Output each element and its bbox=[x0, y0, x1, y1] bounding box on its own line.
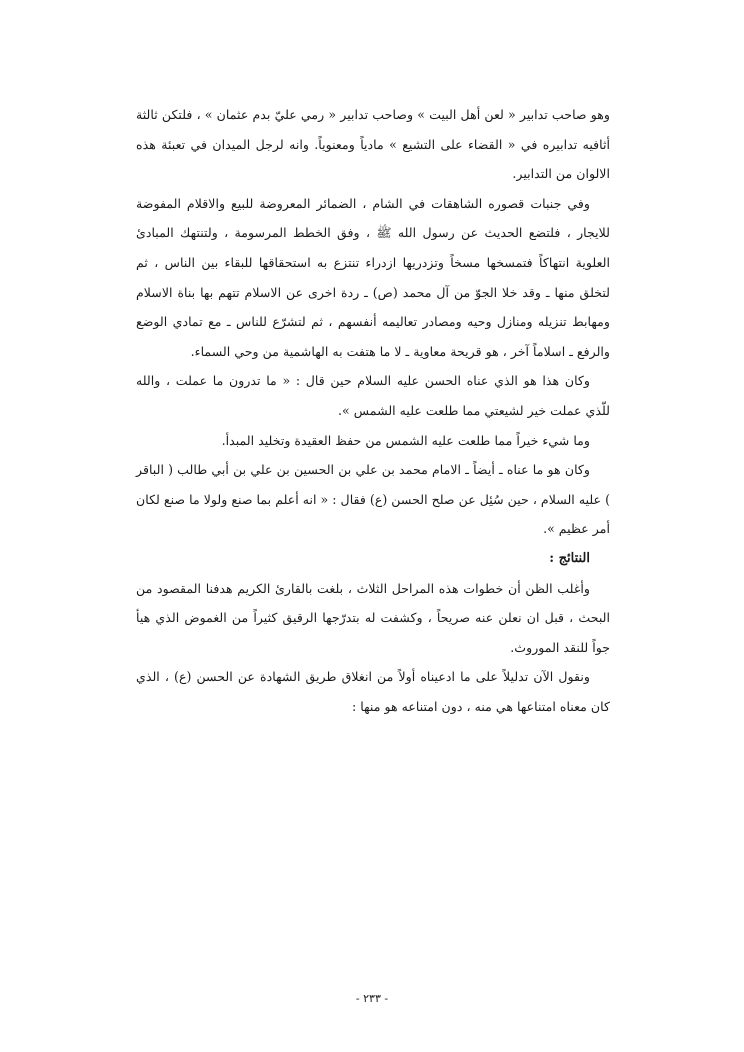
paragraph-7: ونقول الآن تدليلاً على ما ادعيناه أولاً من انغلاق طريق الشهادة عن الحسن (ع) ، الذي كان معناه امتناعها هي منه ، دون امتناعه هو منها : bbox=[136, 669, 610, 714]
paragraph-1: وهو صاحب تدابير « لعن أهل البيت » وصاحب تدابير « رمي عليّ بدم عثمان » ، فلتكن ثالثة أثافيه تدابيره في « القضاء على التشيع » مادياً ومعنوياً. وانه لرجل الميدان في تعبئة هذه الالوان من التدابير. bbox=[136, 107, 610, 182]
paragraph-2: وفي جنبات قصوره الشاهقات في الشام ، الضمائر المعروضة للبيع والاقلام المفوضة للايجار ، فلتضع الحديث عن رسول الله ﷺ ، وفق الخطط المرسومة ، ولتنتهك المبادئ العلوية انتهاكاً فتمسخها مسخاً وتزدريها ازدراء تنتزع به استحقاقها للبقاء بين الناس ، ثم لتخلق منها ـ وقد خلا الجوّ من آل محمد (ص) ـ ردة اخرى عن الاسلام تتهم بها بناة الاسلام ومهابط تنزيله ومنازل وحيه ومصادر تعاليمه أنفسهم ، ثم لتشرّع للناس ـ مع تمادي الوضع والرفع ـ اسلاماً آخر ، هو قريحة معاوية ـ لا ما هتفت به الهاشمية من وحي السماء. bbox=[136, 195, 610, 359]
section-heading-results: النتائج : bbox=[549, 550, 590, 566]
paragraph-6: وأغلب الظن أن خطوات هذه المراحل الثلاث ، بلغت بالقارئ الكريم هدفنا المقصود من البحث ، قبل ان نعلن عنه صريحاً ، وكشفت له بتدرّجها الرقيق كثيراً من الغموض الذي هيأ جواً للنقد الموروث. bbox=[136, 580, 610, 655]
paragraph-5: وكان هو ما عناه ـ أيضاً ـ الامام محمد بن علي بن الحسين بن علي بن أبي طالب ( الباقر ) عليه السلام ، حين سُئِل عن صلح الحسن (ع) فقال : « انه أعلم بما صنع ولولا ما صنع لكان أمر عظيم ». bbox=[136, 462, 610, 537]
page-body bbox=[136, 100, 610, 721]
paragraph-4: وما شيء خيراً مما طلعت عليه الشمس من حفظ العقيدة وتخليد المبدأ. bbox=[221, 432, 590, 448]
page-number: - ٢٣٣ - bbox=[355, 992, 389, 1005]
paragraph-3: وكان هذا هو الذي عناه الحسن عليه السلام حين قال : « ما تدرون ما عملت ، والله للّذي عملت خير لشيعتي مما طلعت عليه الشمس ». bbox=[136, 373, 610, 418]
